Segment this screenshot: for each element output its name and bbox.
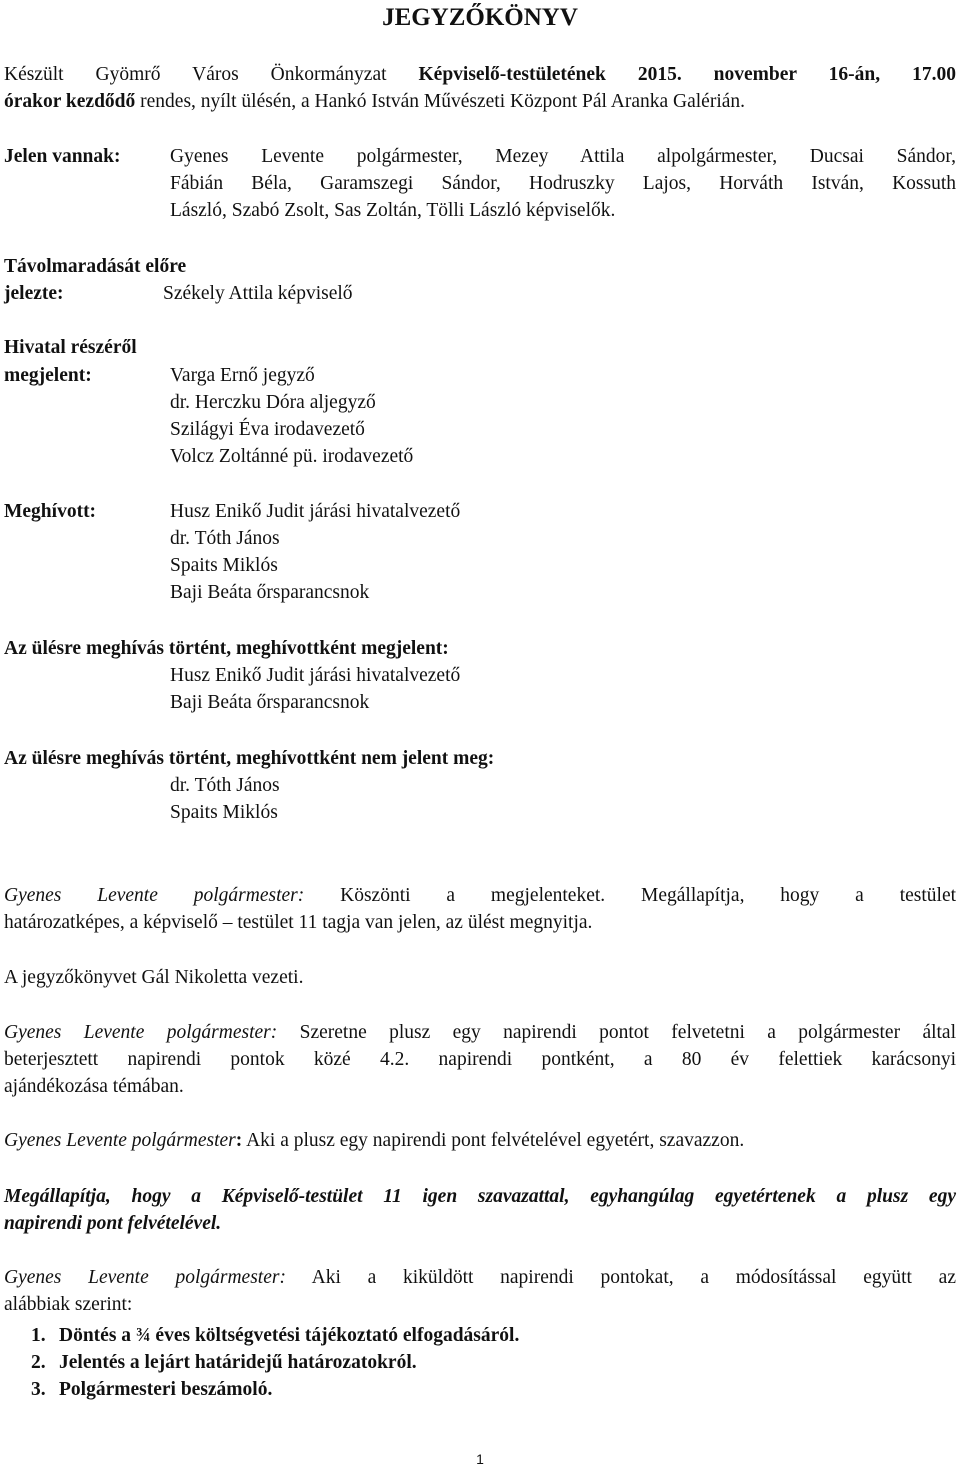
list-item: Volcz Zoltánné pü. irodavezető (170, 446, 414, 467)
speaker-name: Gyenes Levente polgármester: (4, 885, 305, 906)
list-item: Spaits Miklós (170, 802, 278, 823)
list-item: dr. Tóth János (170, 775, 280, 796)
present-label: Jelen vannak: (4, 146, 121, 167)
intro-paragraph (4, 61, 956, 115)
list-item: Szilágyi Éva irodavezető (170, 419, 365, 440)
list-item: Husz Enikő Judit járási hivatalvezető (170, 501, 461, 522)
invited-label: Meghívott: (4, 501, 97, 522)
list-item: dr. Tóth János (170, 528, 280, 549)
list-item: Husz Enikő Judit járási hivatalvezető (170, 665, 461, 686)
list-item: 2. Jelentés a lejárt határidejű határozatokról. (31, 1352, 417, 1373)
invited-present-list (170, 662, 956, 716)
page-number: 1 (476, 1451, 484, 1467)
invited-absent-section (4, 745, 956, 823)
list-item: Varga Ernő jegyző (170, 365, 315, 386)
intro-line-1: Készült Gyömrő Város Önkormányzat Képviselő-testületének 2015. november 16-án, 17.00 (4, 64, 956, 85)
list-item: Spaits Miklós (170, 555, 278, 576)
invited-list (170, 498, 956, 606)
intro-line-2: órakor kezdődő rendes, nyílt ülésén, a Hankó István Művészeti Központ Pál Aranka Galérián. (4, 91, 746, 112)
speaker-name: Gyenes Levente polgármester: (4, 1267, 286, 1288)
paragraph-agenda-intro: Gyenes Levente polgármester: Aki a kiküldött napirendi pontokat, a módosítással együtt az alábbiak szerint: (4, 1267, 956, 1315)
paragraph-opening: Gyenes Levente polgármester: Köszönti a megjelenteket. Megállapítja, hogy a testület határozatképes, a képviselő – testület 11 tagja van jelen, az ülést megnyitja. (4, 885, 957, 933)
speaker-name: Gyenes Levente polgármester: (4, 1022, 278, 1043)
list-item: 3. Polgármesteri beszámoló. (31, 1379, 273, 1400)
document-title: JEGYZŐKÖNYV (382, 4, 578, 31)
office-list (170, 362, 956, 470)
paragraph-minutes-keeper: A jegyzőkönyvet Gál Nikoletta vezeti. (4, 967, 304, 988)
present-list: Gyenes Levente polgármester, Mezey Attila alpolgármester, Ducsai Sándor, Fábián Béla, Garamszegi Sándor, Hodruszky Lajos, Horváth István, Kossuth László, Szabó Zsolt, Sas Zoltán, Tölli László képviselők. (170, 146, 956, 221)
paragraph-vote-call: Gyenes Levente polgármester: Aki a plusz egy napirendi pont felvételével egyetért, szavazzon. (4, 1130, 745, 1151)
invited-absent-list (170, 772, 956, 826)
absent-label-1: Távolmaradását előre (4, 256, 187, 277)
invited-present-section (4, 635, 956, 713)
office-label-1: Hivatal részéről (4, 337, 137, 358)
document-page (4, 0, 956, 1470)
list-item: Baji Beáta őrsparancsnok (170, 692, 370, 713)
absent-value: Székely Attila képviselő (163, 283, 353, 304)
agenda-list (4, 1322, 519, 1403)
decision-paragraph: Megállapítja, hogy a Képviselő-testület 11 igen szavazattal, egyhangúlag egyetértenek a plusz egy napirendi pont felvételével. (4, 1186, 956, 1234)
paragraph-agenda-proposal: Gyenes Levente polgármester: Szeretne plusz egy napirendi pontot felvetetni a polgármester által beterjesztett napirendi pontok közé 4.2. napirendi pontként, a 80 év felettiek karácsonyi ajándékozása témában. (4, 1022, 957, 1097)
list-item: dr. Herczku Dóra aljegyző (170, 392, 376, 413)
list-item: Baji Beáta őrsparancsnok (170, 582, 370, 603)
speaker-name: Gyenes Levente polgármester (4, 1130, 236, 1151)
office-label-2: megjelent: (4, 365, 92, 386)
invited-absent-heading: Az ülésre meghívás történt, meghívottként nem jelent meg: (4, 748, 495, 769)
list-item: 1. Döntés a ¾ éves költségvetési tájékoztató elfogadásáról. (31, 1325, 520, 1346)
absent-label-2: jelezte: (4, 283, 64, 304)
invited-present-heading: Az ülésre meghívás történt, meghívottként megjelent: (4, 638, 449, 659)
